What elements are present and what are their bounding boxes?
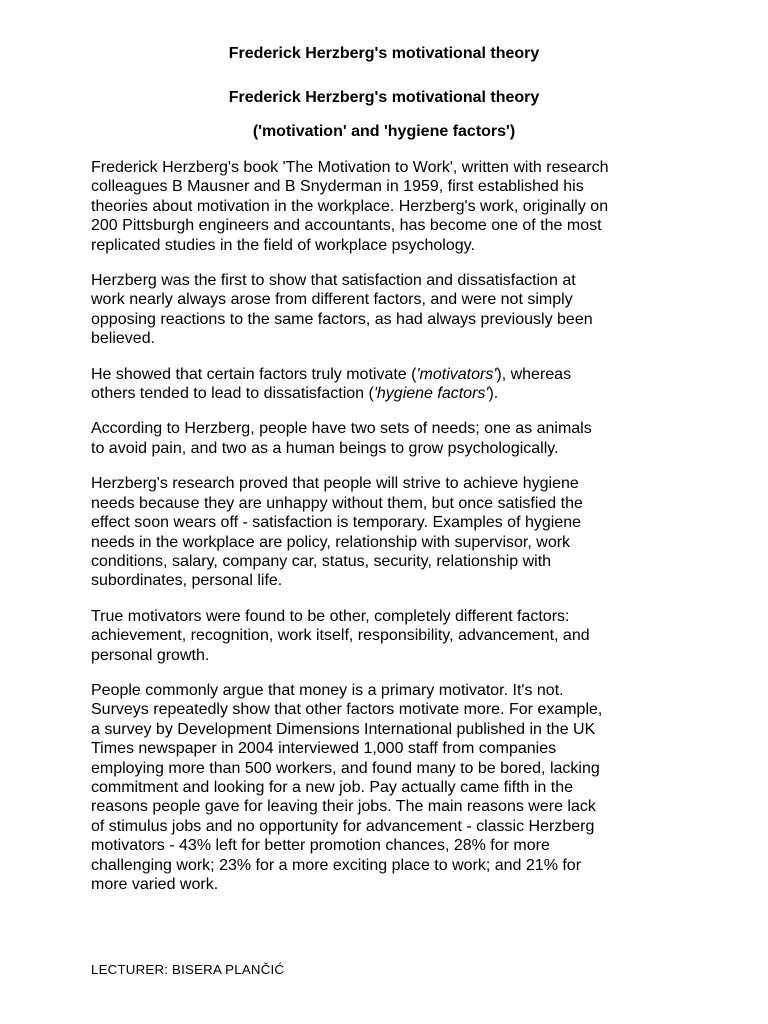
text-segment: He showed that certain factors truly motivate (: [91, 365, 417, 383]
text-line: Herzberg's research proved that people will strive to achieve hygiene: [91, 475, 579, 493]
text-line: subordinates, personal life.: [91, 572, 283, 590]
text-line: employing more than 500 workers, and found many to be bored, lacking: [91, 759, 600, 777]
text-line: reasons people gave for leaving their jobs. The main reasons were lack: [91, 798, 596, 816]
paragraph-needs: [91, 419, 691, 458]
text-line: effect soon wears off - satisfaction is temporary. Examples of hygiene: [91, 514, 582, 532]
text-line: [91, 365, 691, 384]
text-line: colleagues B Mausner and B Snyderman in 1959, first established his: [91, 178, 584, 196]
text-line: People commonly argue that money is a primary motivator. It's not.: [91, 681, 564, 699]
text-line: challenging work; 23% for a more exciting place to work; and 21% for: [91, 856, 582, 874]
text-line: of stimulus jobs and no opportunity for advancement - classic Herzberg: [91, 817, 595, 835]
text-line: Frederick Herzberg's book 'The Motivation to Work', written with research: [91, 159, 609, 176]
text-line: needs because they are unhappy without them, but once satisfied the: [91, 494, 583, 512]
text-line: to avoid pain, and two as a human beings to grow psychologically.: [91, 439, 559, 457]
text-line: opposing reactions to the same factors, as had always previously been: [91, 310, 593, 328]
text-segment: others tended to lead to dissatisfaction (: [91, 385, 374, 403]
text-line: True motivators were found to be other, completely different factors:: [91, 607, 570, 625]
emphasis-motivators: 'motivators': [416, 365, 497, 383]
emphasis-hygiene-factors: 'hygiene factors': [373, 385, 489, 403]
text-line: 200 Pittsburgh engineers and accountants, has become one of the most: [91, 217, 602, 235]
text-line: Times newspaper in 2004 interviewed 1,000 staff from companies: [91, 740, 557, 758]
document-body: [91, 158, 691, 910]
document-subheading: ('motivation' and 'hygiene factors'): [252, 123, 516, 140]
text-line: motivators - 43% left for better promotion chances, 28% for more: [91, 837, 550, 855]
text-line: more varied work.: [91, 876, 219, 893]
text-line: commitment and looking for a new job. Pay actually came fifth in the: [91, 778, 574, 796]
text-line: needs in the workplace are policy, relationship with supervisor, work: [91, 533, 571, 551]
text-line: believed.: [91, 330, 156, 348]
text-line: work nearly always arose from different factors, and were not simply: [91, 291, 573, 309]
text-line: [91, 384, 691, 403]
text-line: achievement, recognition, work itself, responsibility, advancement, and: [91, 627, 590, 645]
text-line: theories about motivation in the workplace. Herzberg's work, originally on: [91, 197, 609, 215]
document-subtitle: Frederick Herzberg's motivational theory: [228, 89, 540, 106]
lecturer-footer: LECTURER: BISERA PLANČIĆ: [91, 962, 285, 977]
text-segment: ), whereas: [496, 365, 572, 383]
text-line: replicated studies in the field of workplace psychology.: [91, 236, 475, 254]
paragraph-satisfaction: [91, 271, 691, 349]
text-segment: ).: [488, 385, 499, 403]
paragraph-money: [91, 681, 691, 894]
text-line: personal growth.: [91, 646, 210, 664]
text-line: conditions, salary, company car, status, security, relationship with: [91, 552, 552, 570]
text-line: a survey by Development Dimensions International published in the UK: [91, 720, 596, 738]
paragraph-motivators-hygiene: [91, 365, 691, 404]
paragraph-hygiene-needs: [91, 474, 691, 590]
document-title: Frederick Herzberg's motivational theory: [228, 45, 540, 62]
paragraph-true-motivators: [91, 607, 691, 665]
text-line: Herzberg was the first to show that satisfaction and dissatisfaction at: [91, 272, 576, 290]
text-line: Surveys repeatedly show that other factors motivate more. For example,: [91, 701, 603, 719]
text-line: According to Herzberg, people have two sets of needs; one as animals: [91, 420, 592, 438]
paragraph-intro: [91, 158, 691, 255]
